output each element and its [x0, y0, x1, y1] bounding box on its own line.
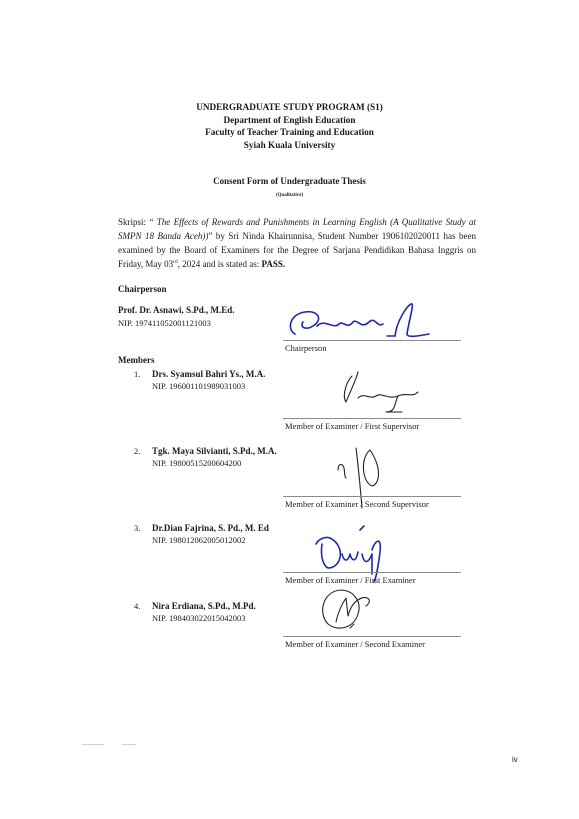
- chairperson-signature-line: [283, 340, 461, 341]
- member-name: Nira Erdiana, S.Pd., M.Pd.: [152, 601, 256, 611]
- member-name: Drs. Syamsul Bahri Ys., M.A.: [152, 369, 266, 379]
- university-heading: Syiah Kuala University: [243, 139, 336, 150]
- member-signature-line: [283, 496, 461, 497]
- member-signature-line: [283, 572, 461, 573]
- faculty-heading: Faculty of Teacher Training and Education: [205, 127, 374, 137]
- scan-mark: [122, 744, 136, 745]
- member-number: 2.: [134, 446, 141, 456]
- consent-paragraph: [118, 215, 476, 271]
- paragraph-body: ” by Sri Ninda Khairunnisa, Student Number 1906102020011 has been examined by the Board of Examiners for the Degree of Sarjana Pendidikan Bahasa Inggris on Friday, May 03: [118, 231, 476, 269]
- member-number: 3.: [134, 523, 141, 533]
- member-nip: NIP. 19800515200604200: [152, 458, 242, 468]
- member-number: 4.: [134, 601, 141, 611]
- document-header: [0, 101, 579, 151]
- member-nip: NIP. 196001101989031003: [152, 381, 246, 391]
- member-nip: NIP. 198403022015042003: [152, 613, 246, 623]
- member-role: Member of Examiner / Second Supervisor: [285, 499, 429, 509]
- member-name: Dr.Dian Fajrina, S. Pd., M. Ed: [152, 523, 269, 533]
- chairperson-name: Prof. Dr. Asnawi, S.Pd., M.Ed.: [118, 305, 235, 315]
- member-nip: NIP. 198012062005012002: [152, 535, 246, 545]
- member-signature-line: [283, 418, 461, 419]
- scan-mark: [82, 744, 104, 745]
- member-signature-line: [283, 636, 461, 637]
- member-4-signature: [314, 584, 384, 636]
- members-section-title: Members: [118, 355, 155, 365]
- date-suffix: rd: [173, 259, 178, 265]
- member-role: Member of Examiner / First Supervisor: [285, 421, 420, 431]
- study-program-heading: UNDERGRADUATE STUDY PROGRAM (S1): [196, 102, 383, 112]
- member-role: Member of Examiner / Second Examiner: [285, 639, 425, 649]
- paragraph-tail: , 2024 and is stated as:: [177, 259, 262, 269]
- form-title: Consent Form of Undergraduate Thesis: [213, 176, 366, 186]
- chairperson-role: Chairperson: [285, 343, 327, 353]
- paragraph-lead: Skripsi: “: [118, 217, 157, 227]
- chairperson-signature: [283, 300, 443, 342]
- member-number: 1.: [134, 369, 141, 379]
- chairperson-section-title: Chairperson: [118, 284, 167, 294]
- member-role: Member of Examiner / First Examiner: [285, 575, 416, 585]
- page-number: iv: [512, 755, 518, 764]
- chairperson-nip: NIP. 197411052001121003: [118, 318, 211, 328]
- department-heading: Department of English Education: [223, 114, 356, 125]
- exam-result: PASS.: [261, 259, 286, 269]
- member-1-signature: [328, 362, 438, 417]
- member-name: Tgk. Maya Silvianti, S.Pd., M.A.: [152, 446, 277, 456]
- thesis-title: The Effects of Rewards and Punishments in Learning English (A Qualitative Study at SMPN 18 Banda Aceh)): [118, 217, 476, 241]
- form-subtitle: (Qualitative): [275, 193, 304, 198]
